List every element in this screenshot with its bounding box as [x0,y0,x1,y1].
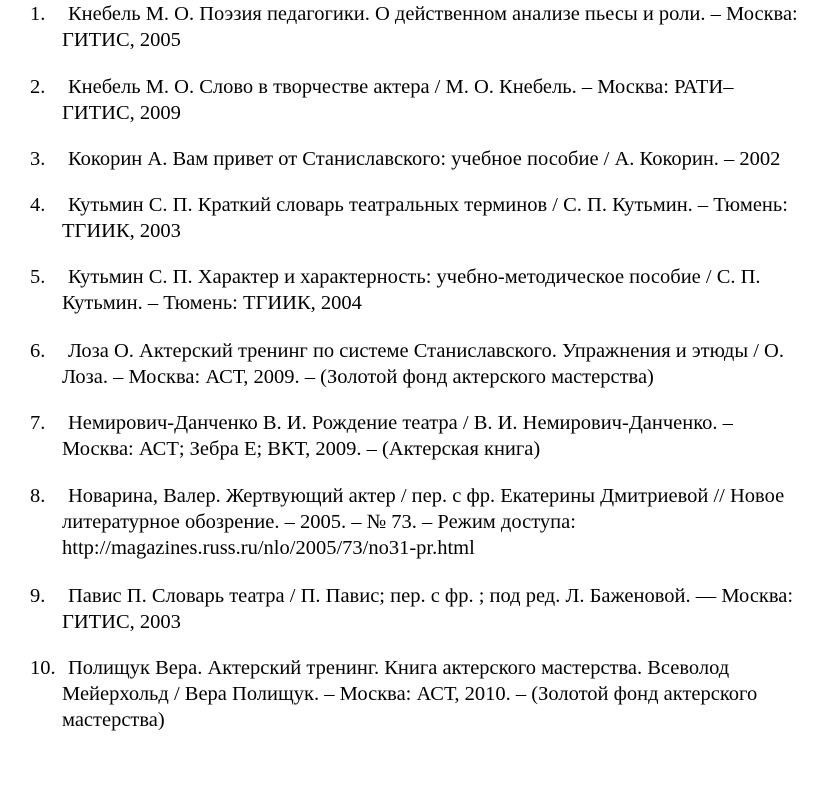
reference-line: Лоза. – Москва: АСТ, 2009. – (Золотой фонд актерского мастерства) [62,366,654,388]
reference-text [62,483,814,561]
reference-number: 7. [30,412,46,434]
reference-line: Кнебель М. О. Слово в творчестве актера / М. О. Кнебель. – Москва: РАТИ– [68,76,734,98]
reference-line: Новарина, Валер. Жертвующий актер / пер. с фр. Екатерины Дмитриевой // Новое [68,485,785,507]
reference-line: Полищук Вера. Актерский тренинг. Книга актерского мастерства. Всеволод [68,657,730,679]
reference-line: литературное обозрение. – 2005. – № 73. – Режим доступа: [62,511,576,533]
reference-line: Кокорин А. Вам привет от Станиславского: учебное пособие / А. Кокорин. – 2002 [68,148,781,170]
reference-line: Кутьмин С. П. Характер и характерность: учебно-методическое пособие / С. П. [68,266,761,288]
reference-line: Павис П. Словарь театра / П. Павис; пер. с фр. ; под ред. Л. Баженовой. — Москва: [68,585,794,607]
reference-line: ГИТИС, 2009 [62,102,181,124]
reference-line: ГИТИС, 2003 [62,611,181,633]
reference-line: ГИТИС, 2005 [62,29,181,51]
reference-number: 8. [30,485,46,507]
reference-number: 1. [30,3,46,25]
reference-text [62,338,814,390]
reference-text [62,146,814,172]
reference-text [62,1,814,53]
reference-number: 9. [30,585,46,607]
reference-number: 4. [30,194,46,216]
reference-number: 3. [30,148,46,170]
reference-url: http://magazines.russ.ru/nlo/2005/73/no31-pr.html [62,537,475,559]
reference-line: Кутьмин С. П. Краткий словарь театральных терминов / С. П. Кутьмин. – Тюмень: [68,194,788,216]
reference-number: 6. [30,340,46,362]
reference-line: ТГИИК, 2003 [62,220,181,242]
reference-line: Немирович-Данченко В. И. Рождение театра / В. И. Немирович-Данченко. – [68,412,733,434]
reference-line: Кнебель М. О. Поэзия педагогики. О действенном анализе пьесы и роли. – Москва: [68,3,798,25]
reference-text [62,583,814,635]
reference-number: 5. [30,266,46,288]
reference-text [62,410,814,462]
reference-number: 2. [30,76,46,98]
reference-text [62,74,814,126]
reference-number: 10. [30,657,56,679]
reference-line: Москва: АСТ; Зебра Е; ВКТ, 2009. – (Актерская книга) [62,438,541,460]
reference-text [62,655,814,733]
reference-line: Лоза О. Актерский тренинг по системе Станиславского. Упражнения и этюды / О. [68,340,784,362]
reference-text [62,192,814,244]
reference-line: мастерства) [62,709,165,731]
reference-line: Кутьмин. – Тюмень: ТГИИК, 2004 [62,292,362,314]
reference-line: Мейерхольд / Вера Полищук. – Москва: АСТ, 2010. – (Золотой фонд актерского [62,683,758,705]
reference-text [62,264,814,316]
